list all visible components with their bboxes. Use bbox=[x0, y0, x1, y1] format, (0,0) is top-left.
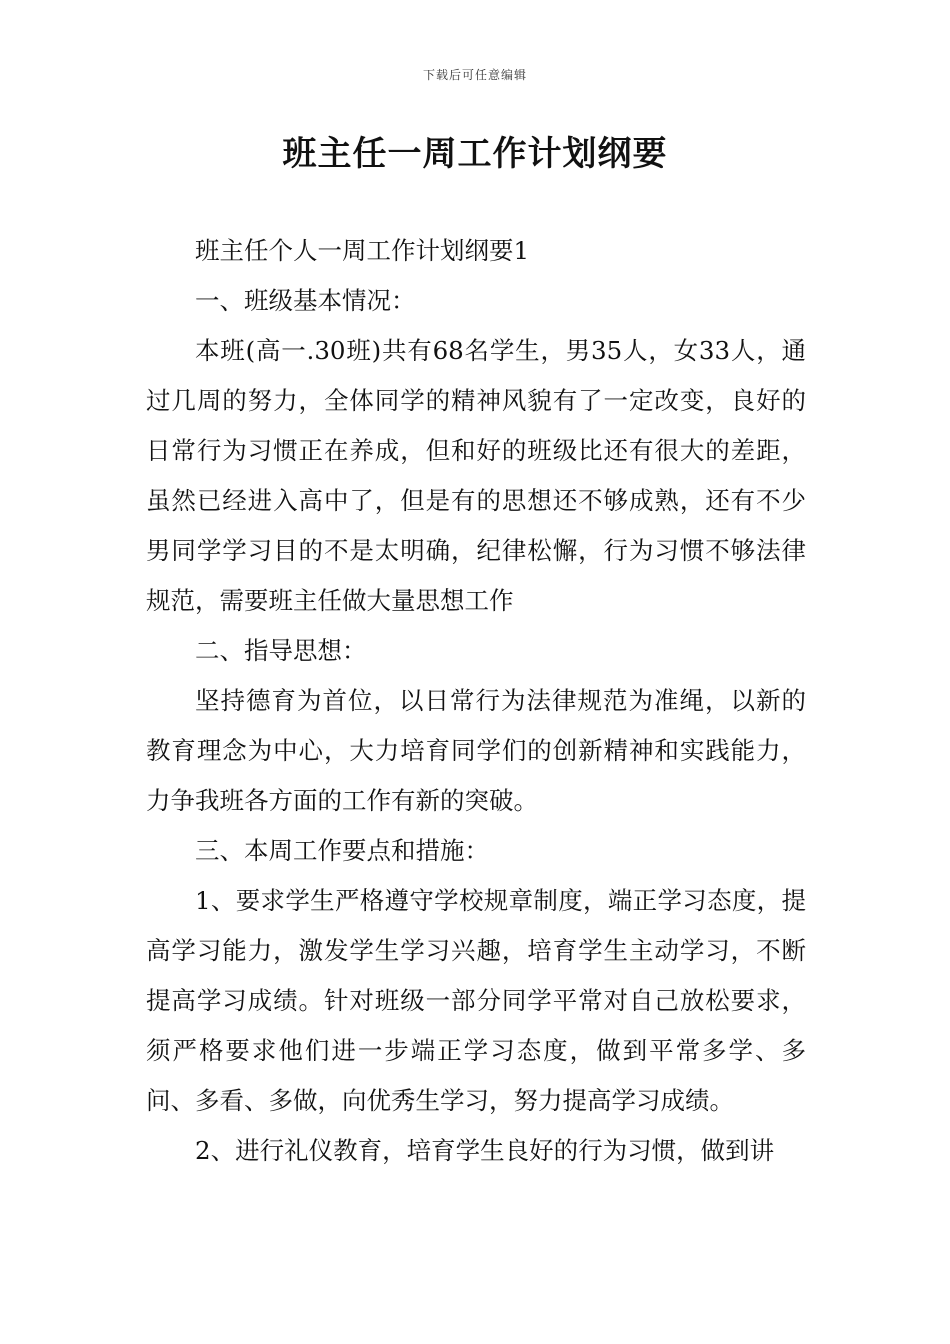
paragraph-point-2: 2、进行礼仪教育，培育学生良好的行为习惯，做到讲 bbox=[195, 1136, 775, 1165]
paragraph-guiding-idea: 坚持德育为首位，以日常行为法律规范为准绳，以新的教育理念为中心，大力培育同学们的创新精神和实践能力，力争我班各方面的工作有新的突破。 bbox=[146, 686, 806, 815]
paragraph-class-situation: 本班(高一.30班)共有68名学生，男35人，女33人，通过几周的努力，全体同学的精神风貌有了一定改变，良好的日常行为习惯正在养成，但和好的班级比还有很大的差距，虽然已经进入高中了，但是有的思想还不够成熟，还有不少男同学学习目的不是太明确，纪律松懈，行为习惯不够法律规范，需要班主任做大量思想工作 bbox=[146, 336, 806, 615]
header-note: 下载后可任意编辑 bbox=[422, 68, 527, 82]
section-heading-guiding-idea: 二、指导思想： bbox=[195, 636, 367, 665]
paragraph-point-1: 1、要求学生严格遵守学校规章制度，端正学习态度，提高学习能力，激发学生学习兴趣，培育学生主动学习，不断提高学习成绩。针对班级一部分同学平常对自己放松要求，须严格要求他们进一步端正学习态度，做到平常多学、多问、多看、多做，向优秀生学习，努力提高学习成绩。 bbox=[146, 886, 806, 1115]
section-heading-key-points: 三、本周工作要点和措施： bbox=[195, 836, 489, 865]
document-title: 班主任一周工作计划纲要 bbox=[282, 134, 668, 174]
document-body bbox=[146, 226, 806, 1176]
section-heading-class-situation: 一、班级基本情况： bbox=[195, 286, 416, 315]
section-heading-plan: 班主任个人一周工作计划纲要1 bbox=[195, 236, 530, 265]
